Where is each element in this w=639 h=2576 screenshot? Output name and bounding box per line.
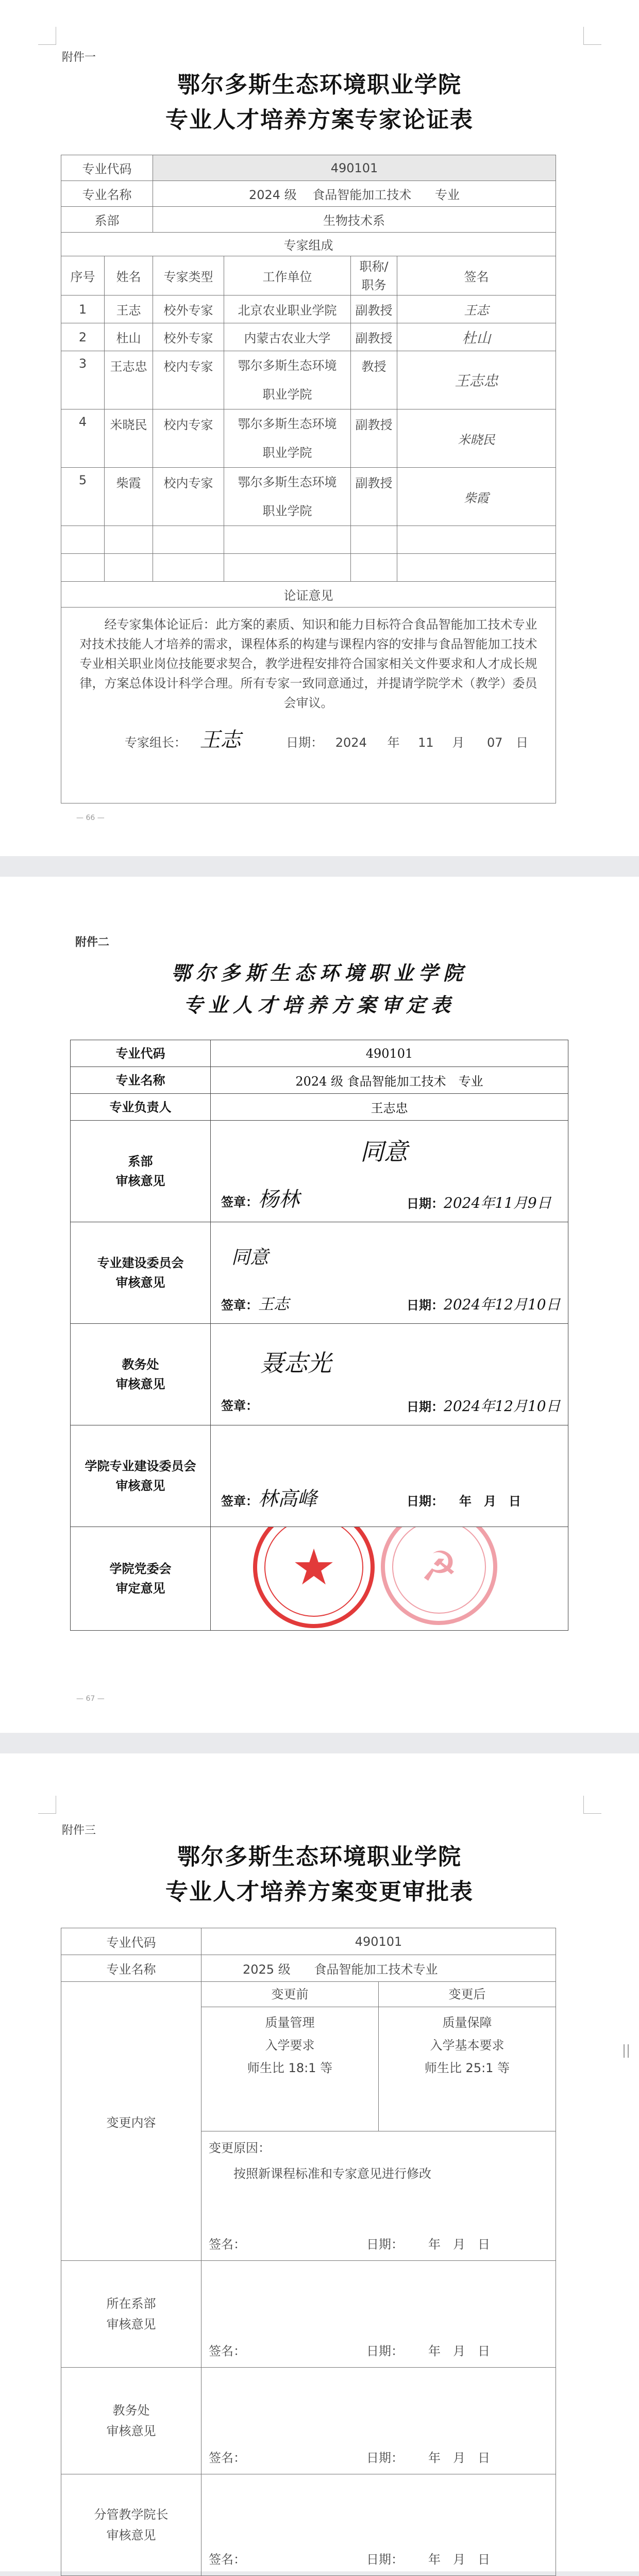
reason-text: 按照新课程标准和专家意见进行修改 (233, 2167, 431, 2181)
change-approval-table (61, 1928, 556, 2576)
approval-cell (211, 1425, 568, 1527)
expert-review-table (61, 155, 556, 803)
expert-type: 校内专家 (153, 468, 224, 526)
table-row (61, 323, 556, 351)
attachment-label: 附件三 (62, 1824, 96, 1837)
major-code: 490101 (153, 155, 556, 181)
sign-label: 签章： (221, 1398, 258, 1413)
expert-signature: 王志忠 (397, 351, 556, 409)
date-line (407, 1491, 521, 1509)
row-label-line2: 审核意见 (115, 1478, 165, 1493)
major-leader: 王志忠 (211, 1094, 568, 1121)
approval-row (71, 1222, 568, 1324)
approval-cell (201, 2261, 556, 2368)
page-subtitle: 专业人才培养方案变更审批表 (165, 1879, 474, 1905)
expert-title: 副教授 (351, 323, 397, 351)
row-label-line1: 学院党委会 (109, 1561, 172, 1576)
experts-heading: 专家组成 (61, 233, 556, 256)
expert-title: 副教授 (351, 409, 397, 468)
expert-unit (224, 351, 351, 409)
row-label-line1: 教务处 (122, 1357, 159, 1372)
header-name: 姓名 (105, 256, 153, 296)
date-blank: 年 月 日 (428, 2451, 490, 2465)
date-line (407, 1395, 561, 1416)
expert-signature: 杜山 (397, 323, 556, 351)
party-committee-seal: ☭ (381, 1527, 497, 1626)
expert-name: 王志 (105, 296, 153, 323)
approval-row (71, 1121, 568, 1222)
reason-label: 变更原因： (209, 2141, 271, 2155)
expert-unit-line2: 职业学院 (262, 387, 312, 402)
reason-cell (201, 2131, 556, 2261)
approval-cell (201, 2474, 556, 2576)
opinion-footer (74, 730, 543, 752)
opinion-text: 经专家集体论证后：此方案的素质、知识和能力目标符合食品智能加工技术专业对技术技能人才培养的需求，课程体系的构建与课程内容的安排与食品智能加工技术专业相关职业岗位技能要求契合，教学进程安排符合国家相关文件要求和人才成长规律，方案总体设计科学合理。所有专家一致同意通过，并提请学院学术（教学）委员会审议。 (79, 617, 537, 710)
date-label: 日期： (407, 1494, 444, 1508)
major-code-label: 专业代码 (61, 1928, 201, 1955)
table-row (61, 409, 556, 468)
expert-name: 王志忠 (105, 351, 153, 409)
major-name-cell (153, 181, 556, 207)
expert-name: 杜山 (105, 323, 153, 351)
expert-unit-line1: 鄂尔多斯生态环境 (238, 417, 337, 431)
row-label-line2: 审定意见 (115, 1581, 165, 1596)
date-year: 2024 (335, 735, 367, 750)
major-name: 食品智能加工技术专业 (314, 1962, 438, 1977)
row-label-line2: 审核意见 (115, 1275, 165, 1290)
expert-unit-line2: 职业学院 (262, 446, 312, 460)
opinion-heading: 论证意见 (61, 582, 556, 608)
page-title: 鄂尔多斯生态环境职业学院 (177, 72, 462, 98)
sign-label: 签名： (209, 2344, 246, 2358)
table-row-empty (61, 554, 556, 582)
date-line (407, 1293, 561, 1314)
date-blank: 年 月 日 (428, 2237, 490, 2252)
date-month: 11 (418, 735, 434, 750)
approval-cell (211, 1324, 568, 1425)
after-item: 质量保障 (442, 2015, 492, 2030)
approval-cell (211, 1121, 568, 1222)
date-label: 日期： (366, 2451, 403, 2465)
expert-signature: 柴霞 (397, 468, 556, 526)
page-expert-review (0, 0, 639, 856)
expert-unit (224, 409, 351, 468)
approval-table (70, 1040, 568, 1631)
approval-row (71, 1425, 568, 1527)
scroll-handle[interactable] (624, 2044, 629, 2058)
approval-row (61, 2368, 556, 2474)
row-label-line1: 所在系部 (106, 2296, 156, 2311)
sign-signature: 林高峰 (258, 1487, 317, 1510)
major-name-cell (201, 1955, 556, 1982)
approval-cell (211, 1527, 568, 1631)
row-label-line2: 审核意见 (106, 2528, 156, 2542)
expert-title: 副教授 (351, 468, 397, 526)
sign-signature: 王志 (258, 1295, 289, 1314)
leader-label: 专家组长： (124, 735, 187, 750)
after-item: 入学基本要求 (430, 2038, 505, 2053)
before-item: 入学要求 (265, 2038, 315, 2053)
before-item: 师生比 18:1 等 (247, 2061, 333, 2075)
date-day: 07 (486, 735, 503, 750)
page-number: — 66 — (76, 814, 105, 822)
change-label: 变更内容 (61, 1982, 201, 2261)
date-label: 日期： (286, 735, 324, 750)
after-list (379, 2007, 556, 2079)
attachment-label: 附件一 (62, 51, 96, 64)
crop-mark (583, 27, 601, 45)
approval-cell (201, 2368, 556, 2474)
page-change-approval (0, 1753, 639, 2571)
table-row (61, 296, 556, 323)
major-name-label: 专业名称 (61, 1955, 201, 1982)
dept-label: 系部 (61, 207, 153, 233)
table-row (61, 351, 556, 409)
major-name: 食品智能加工技术 (312, 188, 412, 202)
row-label-line2: 审核意见 (106, 2424, 156, 2438)
before-label: 变更前 (201, 1982, 378, 2007)
approval-row (71, 1527, 568, 1631)
expert-unit: 北京农业职业学院 (224, 296, 351, 323)
sign-label: 签名： (209, 2451, 246, 2465)
date-blank: 年 月 日 (428, 2552, 490, 2567)
expert-signature: 王志 (397, 296, 556, 323)
row-label-line1: 分管教学院长 (94, 2507, 169, 2522)
row-label (61, 2261, 201, 2368)
row-label (61, 2474, 201, 2576)
expert-no: 1 (61, 296, 105, 323)
sign-line (221, 1483, 317, 1511)
major-code: 490101 (211, 1040, 568, 1067)
major-code-label: 专业代码 (71, 1040, 211, 1067)
expert-unit (224, 468, 351, 526)
approval-cell (211, 1222, 568, 1324)
date-value: 2024年11月9日 (444, 1194, 551, 1211)
expert-unit-line1: 鄂尔多斯生态环境 (238, 358, 337, 373)
sign-line (221, 1291, 289, 1314)
major-code: 490101 (201, 1928, 556, 1955)
header-no: 序号 (61, 256, 105, 296)
expert-title: 副教授 (351, 296, 397, 323)
expert-type: 校内专家 (153, 351, 224, 409)
leader-signature: 王志 (199, 728, 241, 752)
approval-row (61, 2261, 556, 2368)
major-name: 2024 级 食品智能加工技术 专业 (211, 1067, 568, 1094)
sign-signature: 杨林 (258, 1188, 299, 1211)
expert-type: 校内专家 (153, 409, 224, 468)
row-label (71, 1222, 211, 1324)
row-label-line2: 审核意见 (115, 1376, 165, 1391)
approval-row (61, 2474, 556, 2576)
header-type: 专家类型 (153, 256, 224, 296)
row-label-line2: 审核意见 (115, 1173, 165, 1188)
row-label (71, 1324, 211, 1425)
table-row (61, 468, 556, 526)
table-row-empty (61, 526, 556, 554)
date-value: 2024年12月10日 (444, 1398, 561, 1415)
sign-label: 签名： (209, 2237, 246, 2252)
date-year-unit: 年 (387, 735, 400, 750)
opinion-cell (61, 608, 556, 803)
page-subtitle: 专业人才培养方案审定表 (183, 993, 456, 1016)
official-seal: ★ (253, 1527, 375, 1629)
header-title: 职称/职务 (351, 256, 397, 296)
date-label: 日期： (407, 1298, 444, 1312)
page-title: 鄂尔多斯生态环境职业学院 (177, 1844, 462, 1870)
header-sign: 签名 (397, 256, 556, 296)
major-name-label: 专业名称 (71, 1067, 211, 1094)
row-label (71, 1527, 211, 1631)
sign-label: 签名： (209, 2552, 246, 2567)
date-value: 年 月 日 (459, 1494, 521, 1508)
date-month-unit: 月 (452, 735, 465, 750)
date-label: 日期： (407, 1196, 444, 1211)
major-code-label: 专业代码 (61, 155, 153, 181)
expert-title: 教授 (351, 351, 397, 409)
expert-name: 柴霞 (105, 468, 153, 526)
sign-label: 签章： (221, 1494, 258, 1508)
sign-line (221, 1388, 258, 1416)
row-label (71, 1425, 211, 1527)
page-approval (0, 877, 639, 1733)
attachment-label: 附件二 (75, 936, 110, 949)
page-subtitle: 专业人才培养方案专家论证表 (165, 107, 474, 133)
date-label: 日期： (366, 2552, 403, 2567)
date-label: 日期： (366, 2237, 403, 2252)
expert-no: 4 (61, 409, 105, 468)
date-value: 2024年12月10日 (444, 1296, 561, 1313)
approval-opinion: 聂志光 (260, 1349, 331, 1377)
date-blank: 年 月 日 (428, 2344, 490, 2358)
after-item: 师生比 25:1 等 (424, 2061, 510, 2075)
sign-label: 签章： (221, 1298, 258, 1312)
crop-mark (583, 1796, 601, 1814)
after-cell (379, 1982, 556, 2131)
expert-no: 3 (61, 351, 105, 409)
expert-name: 米晓民 (105, 409, 153, 468)
expert-unit-line2: 职业学院 (262, 504, 312, 518)
approval-opinion: 同意 (231, 1247, 269, 1268)
date-line (407, 1192, 551, 1212)
row-label-line1: 学院专业建设委员会 (85, 1458, 196, 1473)
header-unit: 工作单位 (224, 256, 351, 296)
sign-label: 签章： (221, 1194, 258, 1209)
before-item: 质量管理 (265, 2015, 315, 2030)
approval-row (71, 1324, 568, 1425)
expert-no: 5 (61, 468, 105, 526)
major-year: 2025 级 (243, 1962, 291, 1977)
row-label-line2: 审核意见 (106, 2317, 156, 2332)
date-day-unit: 日 (516, 735, 529, 750)
row-label (61, 2368, 201, 2474)
major-suffix: 专业 (435, 188, 460, 202)
page-title: 鄂尔多斯生态环境职业学院 (171, 961, 468, 985)
expert-unit-line1: 鄂尔多斯生态环境 (238, 475, 337, 489)
approval-opinion: 同意 (360, 1138, 408, 1166)
before-cell (201, 1982, 379, 2131)
expert-signature: 米晓民 (397, 409, 556, 468)
page-number: — 67 — (76, 1695, 105, 1703)
date-label: 日期： (407, 1399, 444, 1414)
row-label (71, 1121, 211, 1222)
date-label: 日期： (366, 2344, 403, 2358)
crop-mark (38, 1796, 56, 1814)
expert-type: 校外专家 (153, 296, 224, 323)
leader-label: 专业负责人 (71, 1094, 211, 1121)
row-label-line1: 专业建设委员会 (97, 1255, 184, 1270)
sign-line (221, 1183, 299, 1212)
dept: 生物技术系 (153, 207, 556, 233)
expert-no: 2 (61, 323, 105, 351)
after-label: 变更后 (379, 1982, 556, 2007)
row-label-line1: 系部 (128, 1154, 153, 1169)
expert-unit: 内蒙古农业大学 (224, 323, 351, 351)
before-list (201, 2007, 378, 2079)
row-label-line1: 教务处 (112, 2403, 150, 2418)
crop-mark (38, 27, 56, 45)
expert-type: 校外专家 (153, 323, 224, 351)
major-name-label: 专业名称 (61, 181, 153, 207)
major-year: 2024 级 (248, 188, 297, 202)
